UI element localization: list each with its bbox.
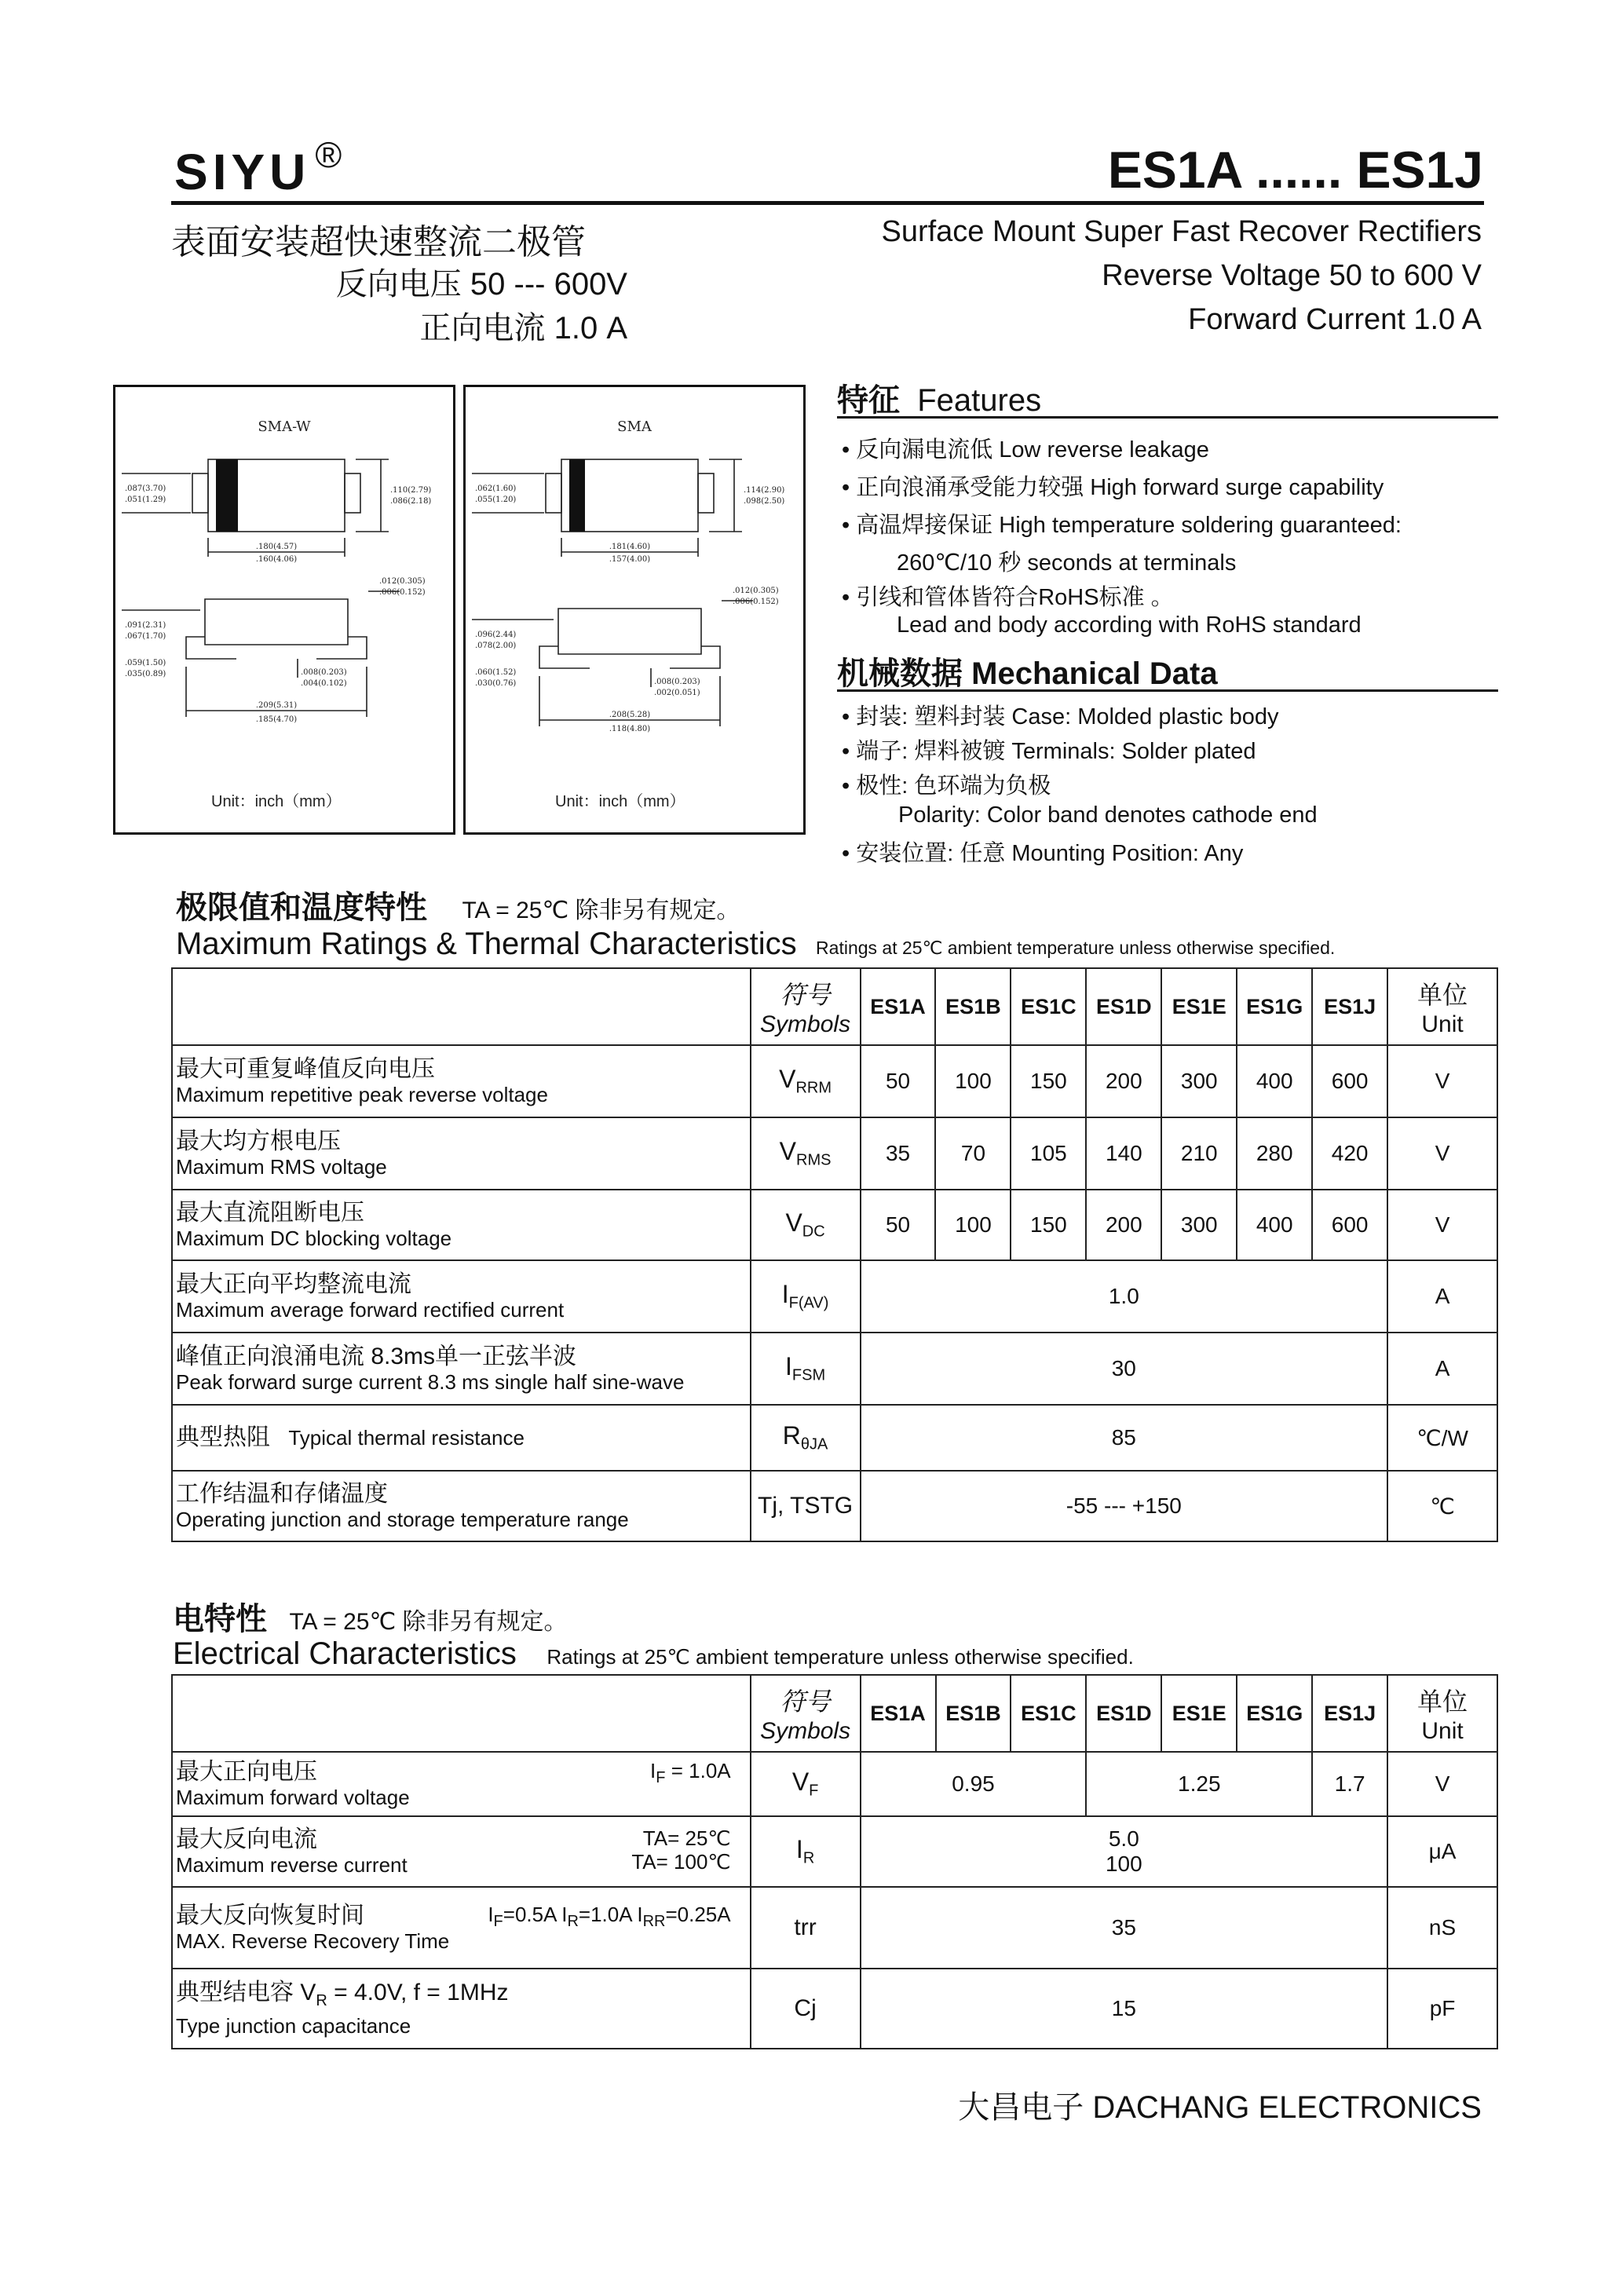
package-name: SMA-W xyxy=(258,419,311,435)
table-row xyxy=(172,1969,1497,2049)
table-row xyxy=(172,1190,1497,1260)
value-cell: 300 xyxy=(1161,1045,1237,1117)
svg-text:.181(4.60): .181(4.60) xyxy=(609,543,651,551)
unit-cell: A xyxy=(1387,1333,1497,1405)
symbol-cell: Tj, TSTG xyxy=(751,1471,861,1541)
value-cell: 300 xyxy=(1161,1190,1237,1260)
lead-right xyxy=(345,473,360,513)
header-part-es1b: ES1B xyxy=(936,1675,1011,1752)
symbol-cell: $I_{FSM}$ xyxy=(751,1333,861,1405)
parameter-cell: $I_F = 1.0A$ 最大正向电压 Maximum forward voltage xyxy=(172,1752,751,1816)
parameter-cell: 工作结温和存储温度 Operating junction and storage temperature range xyxy=(172,1471,751,1541)
parameter-cell: 典型热阻 Typical thermal resistance xyxy=(172,1405,751,1471)
header-part-es1g: ES1G xyxy=(1237,1675,1312,1752)
svg-text:.059(1.50): .059(1.50) xyxy=(125,659,166,667)
value-cell: 600 xyxy=(1312,1045,1387,1117)
value-cell: 420 xyxy=(1312,1117,1387,1190)
symbol-cell: $V_F$ xyxy=(751,1752,861,1816)
cathode-band xyxy=(569,459,585,532)
header-part-es1b: ES1B xyxy=(935,968,1011,1045)
parameter-cell: TA= 25℃ TA= 100℃ 最大反向电流 Maximum reverse current xyxy=(172,1816,751,1887)
table-row xyxy=(172,1471,1497,1541)
current-cn: 正向电流 1.0 A xyxy=(419,311,627,345)
features-title: 特征 Features xyxy=(837,383,1042,418)
value-cell: 280 xyxy=(1237,1117,1312,1190)
header-unit: 单位 Unit xyxy=(1387,968,1497,1045)
unit-cell: V xyxy=(1387,1190,1497,1260)
mechanical-item: • 极性: 色环端为负极 xyxy=(842,773,1051,799)
header-parameter xyxy=(172,968,751,1045)
value-cell: 35 xyxy=(861,1887,1388,1969)
header-part-es1c: ES1C xyxy=(1011,1675,1086,1752)
mechanical-item: • 端子: 焊料被镀 Terminals: Solder plated xyxy=(842,739,1256,764)
feature-item: • 正向浪涌承受能力较强 High forward surge capability xyxy=(842,475,1384,500)
symbol-cell: $I_R$ xyxy=(751,1816,861,1887)
side-body xyxy=(205,599,348,645)
feature-item: • 反向漏电流低 Low reverse leakage xyxy=(842,437,1209,462)
electrical-heading-cn: 电特性 TA = 25℃ 除非另有规定。 xyxy=(173,1602,568,1636)
side-lead-right xyxy=(316,637,367,659)
svg-text:.157(4.00): .157(4.00) xyxy=(609,555,651,564)
svg-text:.118(4.80): .118(4.80) xyxy=(609,725,651,733)
header-part-es1d: ES1D xyxy=(1086,1675,1161,1752)
value-cell: 400 xyxy=(1237,1045,1312,1117)
svg-text:.006(0.152): .006(0.152) xyxy=(379,588,426,597)
svg-text:.185(4.70): .185(4.70) xyxy=(255,715,298,724)
unit-cell: A xyxy=(1387,1260,1497,1333)
title-en: Surface Mount Super Fast Recover Rectifiers xyxy=(881,215,1482,248)
value-cell: 210 xyxy=(1161,1117,1237,1190)
value-cell: 50 xyxy=(861,1190,936,1260)
header-part-es1e: ES1E xyxy=(1161,968,1237,1045)
side-lead-left xyxy=(186,637,236,659)
feature-item: 260℃/10 秒 seconds at terminals xyxy=(897,550,1237,576)
svg-text:.209(5.31): .209(5.31) xyxy=(255,701,298,710)
table-row xyxy=(172,1260,1497,1333)
current-en: Forward Current 1.0 A xyxy=(1188,303,1482,336)
brand-logo: SIYU ® xyxy=(174,134,347,200)
svg-text:.208(5.28): .208(5.28) xyxy=(609,711,651,719)
unit-cell: μA xyxy=(1387,1816,1497,1887)
parameter-cell: 峰值正向浪涌电流 8.3ms单一正弦半波 Peak forward surge current 8.3 ms single half sine-wave xyxy=(172,1333,751,1405)
svg-text:.087(3.70): .087(3.70) xyxy=(125,484,166,493)
svg-text:.004(0.102): .004(0.102) xyxy=(301,679,347,688)
header-unit: 单位 Unit xyxy=(1387,1675,1497,1752)
svg-text:.098(2.50): .098(2.50) xyxy=(744,497,785,506)
value-cell: 200 xyxy=(1086,1045,1161,1117)
svg-text:.067(1.70): .067(1.70) xyxy=(125,632,166,641)
lead-left xyxy=(192,473,208,513)
parameter-cell: 最大均方根电压 Maximum RMS voltage xyxy=(172,1117,751,1190)
svg-text:.030(0.76): .030(0.76) xyxy=(475,679,517,688)
features-rule xyxy=(837,416,1498,419)
table-row xyxy=(172,1117,1497,1190)
value-cell: 5.0 100 xyxy=(861,1816,1388,1887)
value-cell: -55 --- +150 xyxy=(861,1471,1388,1541)
value-cell: 150 xyxy=(1011,1190,1086,1260)
header-part-es1c: ES1C xyxy=(1011,968,1086,1045)
unit-cell: V xyxy=(1387,1117,1497,1190)
mechanical-rule xyxy=(837,689,1498,692)
mechanical-item: • 安装位置: 任意 Mounting Position: Any xyxy=(842,841,1244,866)
symbol-cell: $I_{F(AV)}$ xyxy=(751,1260,861,1333)
value-cell: 400 xyxy=(1237,1190,1312,1260)
value-cell: 70 xyxy=(935,1117,1011,1190)
svg-text:.051(1.29): .051(1.29) xyxy=(125,495,166,504)
electrical-heading-en: Electrical Characteristics Ratings at 25℃ ambient temperature unless otherwise specified. xyxy=(173,1636,1134,1671)
svg-text:.006(0.152): .006(0.152) xyxy=(733,598,779,606)
symbol-cell: trr xyxy=(751,1887,861,1969)
mechanical-item: Polarity: Color band denotes cathode end xyxy=(898,803,1318,828)
feature-item: Lead and body according with RoHS standard xyxy=(897,612,1362,638)
mechanical-item: • 封装: 塑料封装 Case: Molded plastic body xyxy=(842,704,1279,729)
value-cell: 200 xyxy=(1086,1190,1161,1260)
symbol-cell: Cj xyxy=(751,1969,861,2049)
svg-text:.060(1.52): .060(1.52) xyxy=(475,668,517,677)
maximum-ratings-table xyxy=(171,967,1498,1542)
package-name: SMA xyxy=(617,419,652,435)
side-body xyxy=(558,609,701,654)
svg-text:.008(0.203): .008(0.203) xyxy=(654,678,700,686)
unit-cell: V xyxy=(1387,1045,1497,1117)
svg-text:.096(2.44): .096(2.44) xyxy=(475,631,517,639)
package-drawing-sma xyxy=(463,385,806,835)
electrical-characteristics-table xyxy=(171,1674,1498,2049)
parameter-cell: 典型结电容 $V_R = 4.0V$, f = 1MHz Type junction capacitance xyxy=(172,1969,751,2049)
table-row xyxy=(172,1045,1497,1117)
value-cell: 105 xyxy=(1011,1117,1086,1190)
voltage-en: Reverse Voltage 50 to 600 V xyxy=(1102,259,1482,292)
table-row xyxy=(172,1816,1497,1887)
svg-text:.012(0.305): .012(0.305) xyxy=(379,577,426,586)
svg-text:.091(2.31): .091(2.31) xyxy=(125,621,166,630)
svg-text:.180(4.57): .180(4.57) xyxy=(255,543,298,551)
svg-text:.055(1.20): .055(1.20) xyxy=(475,495,517,504)
svg-text:.086(2.18): .086(2.18) xyxy=(390,497,432,506)
side-lead-right xyxy=(670,646,720,668)
svg-text:.002(0.051): .002(0.051) xyxy=(654,689,700,697)
value-cell: 140 xyxy=(1086,1117,1161,1190)
unit-cell: V xyxy=(1387,1752,1497,1816)
feature-item: • 高温焊接保证 High temperature soldering guaranteed: xyxy=(842,513,1402,538)
voltage-cn: 反向电压 50 --- 600V xyxy=(335,267,627,302)
table-row xyxy=(172,1752,1497,1816)
svg-text:.062(1.60): .062(1.60) xyxy=(475,484,517,493)
value-cell: 1.7 xyxy=(1312,1752,1387,1816)
parameter-cell: 最大可重复峰值反向电压 Maximum repetitive peak reverse voltage xyxy=(172,1045,751,1117)
package-outline-sma-w xyxy=(115,387,453,832)
header-parameter xyxy=(172,1675,751,1752)
value-cell: 150 xyxy=(1011,1045,1086,1117)
table-header-row xyxy=(172,1675,1497,1752)
header-part-es1j: ES1J xyxy=(1312,1675,1387,1752)
feature-item: • 引线和管体皆符合RoHS标准 。 xyxy=(842,585,1174,610)
unit-cell: nS xyxy=(1387,1887,1497,1969)
symbol-cell: $V_{RMS}$ xyxy=(751,1117,861,1190)
value-cell: 100 xyxy=(935,1045,1011,1117)
value-cell: 35 xyxy=(861,1117,936,1190)
lead-left xyxy=(546,473,561,513)
header-part-es1g: ES1G xyxy=(1237,968,1312,1045)
lead-right xyxy=(698,473,714,513)
parameter-cell: 最大正向平均整流电流 Maximum average forward rectified current xyxy=(172,1260,751,1333)
footer-company: 大昌电子 DACHANG ELECTRONICS xyxy=(958,2090,1482,2125)
value-cell: 30 xyxy=(861,1333,1388,1405)
table-row xyxy=(172,1405,1497,1471)
table-row xyxy=(172,1887,1497,1969)
value-cell: 1.25 xyxy=(1086,1752,1312,1816)
ratings-heading-en: Maximum Ratings & Thermal Characteristics Ratings at 25℃ ambient temperature unless otherwise specified. xyxy=(176,927,1336,961)
value-cell: 15 xyxy=(861,1969,1388,2049)
value-cell: 1.0 xyxy=(861,1260,1388,1333)
unit-label: Unit：inch（mm） xyxy=(555,793,685,810)
mechanical-title: 机械数据 Mechanical Data xyxy=(837,656,1218,691)
value-cell: 0.95 xyxy=(861,1752,1087,1816)
svg-text:.078(2.00): .078(2.00) xyxy=(475,642,517,650)
part-number-range: ES1A ...... ES1J xyxy=(1107,141,1483,199)
header-part-es1a: ES1A xyxy=(861,1675,936,1752)
symbol-cell: $R_{\theta JA}$ xyxy=(751,1405,861,1471)
table-row xyxy=(172,1333,1497,1405)
header-part-es1e: ES1E xyxy=(1161,1675,1237,1752)
header-symbols: 符号 Symbols xyxy=(751,1675,861,1752)
ratings-heading-cn: 极限值和温度特性 TA = 25℃ 除非另有规定。 xyxy=(176,890,740,925)
header-part-es1d: ES1D xyxy=(1086,968,1161,1045)
unit-cell: ℃/W xyxy=(1387,1405,1497,1471)
package-outline-sma xyxy=(466,387,803,832)
cathode-band xyxy=(216,459,238,532)
header-rule xyxy=(171,201,1484,205)
value-cell: 50 xyxy=(861,1045,936,1117)
header-part-es1j: ES1J xyxy=(1312,968,1387,1045)
unit-cell: ℃ xyxy=(1387,1471,1497,1541)
svg-text:.160(4.06): .160(4.06) xyxy=(255,555,298,564)
table-header-row xyxy=(172,968,1497,1045)
svg-text:.035(0.89): .035(0.89) xyxy=(125,670,166,678)
unit-label: Unit：inch（mm） xyxy=(211,793,342,810)
parameter-cell: 最大直流阻断电压 Maximum DC blocking voltage xyxy=(172,1190,751,1260)
package-drawing-sma-w xyxy=(113,385,455,835)
svg-text:.114(2.90): .114(2.90) xyxy=(744,486,785,495)
value-cell: 600 xyxy=(1312,1190,1387,1260)
value-cell: 85 xyxy=(861,1405,1388,1471)
value-cell: 100 xyxy=(935,1190,1011,1260)
side-lead-left xyxy=(539,646,590,668)
svg-text:.110(2.79): .110(2.79) xyxy=(390,486,432,495)
parameter-cell: $I_F=0.5A$ $I_R=1.0A$ $I_{RR}=0.25A$ 最大反向恢复时间 MAX. Reverse Recovery Time xyxy=(172,1887,751,1969)
header-symbols: 符号 Symbols xyxy=(751,968,861,1045)
svg-text:.012(0.305): .012(0.305) xyxy=(733,587,779,595)
symbol-cell: $V_{RRM}$ xyxy=(751,1045,861,1117)
svg-text:.008(0.203): .008(0.203) xyxy=(301,668,347,677)
header-part-es1a: ES1A xyxy=(861,968,936,1045)
title-cn: 表面安装超快速整流二极管 xyxy=(171,223,586,261)
symbol-cell: $V_{DC}$ xyxy=(751,1190,861,1260)
unit-cell: pF xyxy=(1387,1969,1497,2049)
